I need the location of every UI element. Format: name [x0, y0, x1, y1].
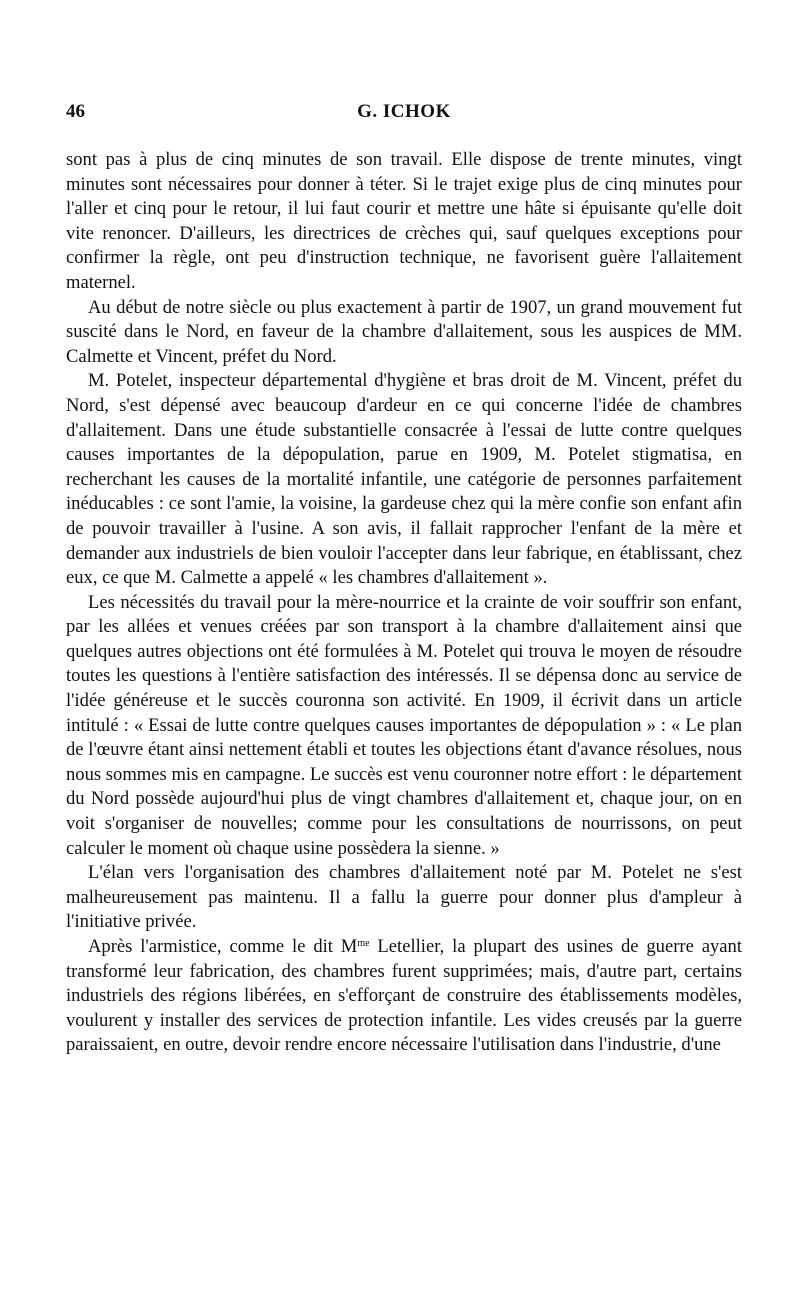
armistice-text-rest: Letellier, la plupart des usines de guerre ayant transformé leur fabrication, des chambres furent supprimées; mais, d'autre part, certains industriels des régions libérées, en s'efforçant de construire des établissements modèles, voulurent y installer des services de protection infantile. Les vides creusés par la guerre paraissaient, en outre, devoir rendre encore nécessaire l'utilisation dans l'industrie, d'une: [66, 936, 742, 1056]
paragraph-elan: L'élan vers l'organisation des chambres d'allaitement noté par M. Potelet ne s'est malheureusement pas maintenu. Il a fallu la guerre pour donner plus d'ampleur à l'initiative privée.: [66, 862, 742, 933]
superscript-me: me: [357, 938, 370, 949]
paragraph-continuation: sont pas à plus de cinq minutes de son travail. Elle dispose de trente minutes, vingt minutes sont nécessaires pour donner à téter. Si le trajet exige plus de cinq minutes pour l'aller et cinq pour le retour, il lui faut courir et mettre une hâte si épuisante qu'elle doit vite renoncer. D'ailleurs, les directrices de crèches qui, sauf quelques exceptions pour confirmer la règle, ont peu d'instruction technique, ne favorisent guère l'allaitement maternel.: [66, 149, 742, 293]
running-head-author: G. ICHOK: [357, 101, 451, 122]
page-number: 46: [66, 101, 85, 122]
paragraph-potelet: M. Potelet, inspecteur départemental d'hygiène et bras droit de M. Vincent, préfet du Nord, s'est dépensé avec beaucoup d'ardeur en ce qui concerne l'idée de chambres d'allaitement. Dans une étude substantielle consacrée à l'essai de lutte contre quelques causes importantes de la dépopulation, parue en 1909, M. Potelet stigmatisa, en recherchant les causes de la mortalité infantile, une catégorie de personnes parfaitement inéducables : ce sont l'amie, la voisine, la gardeuse chez qui la mère confie son enfant afin de pouvoir travailler à l'usine. A son avis, il fallait rapprocher l'enfant de la mère et demander aux industriels de bien vouloir l'accepter dans leur fabrique, en établissant, chez eux, ce que M. Calmette a appelé « les chambres d'allaitement ».: [66, 370, 742, 589]
paragraph-objections: Les nécessités du travail pour la mère-nourrice et la crainte de voir souffrir son enfant, par les allées et venues créées par son transport à la chambre d'allaitement ainsi que quelques autres objections ont été formulées à M. Potelet qui trouva le moyen de résoudre toutes les questions à l'entière satisfaction des intéressés. Il se dépensa donc au service de l'idée généreuse et le succès couronna son activité. En 1909, il écrivit dans un article intitulé : « Essai de lutte contre quelques causes importantes de dépopulation » : « Le plan de l'œuvre étant ainsi nettement établi et toutes les objections étant d'avance résolues, nous nous sommes mis en campagne. Le succès est venu couronner notre effort : le département du Nord possède aujourd'hui plus de vingt chambres d'allaitement et, chaque jour, on en voit s'organiser de nouvelles; comme pour les consultations de nourrissons, on peut calculer le moment où chaque usine possèdera la sienne. »: [66, 591, 742, 859]
paragraph-armistice: [66, 935, 742, 1058]
paragraph-nord-movement: Au début de notre siècle ou plus exactement à partir de 1907, un grand mouvement fut suscité dans le Nord, en faveur de la chambre d'allaitement, sous les auspices de MM. Calmette et Vincent, préfet du Nord.: [66, 296, 742, 367]
body-text: [66, 148, 742, 1058]
page-header: [66, 101, 742, 127]
armistice-text-start: Après l'armistice, comme le dit M: [88, 936, 358, 957]
